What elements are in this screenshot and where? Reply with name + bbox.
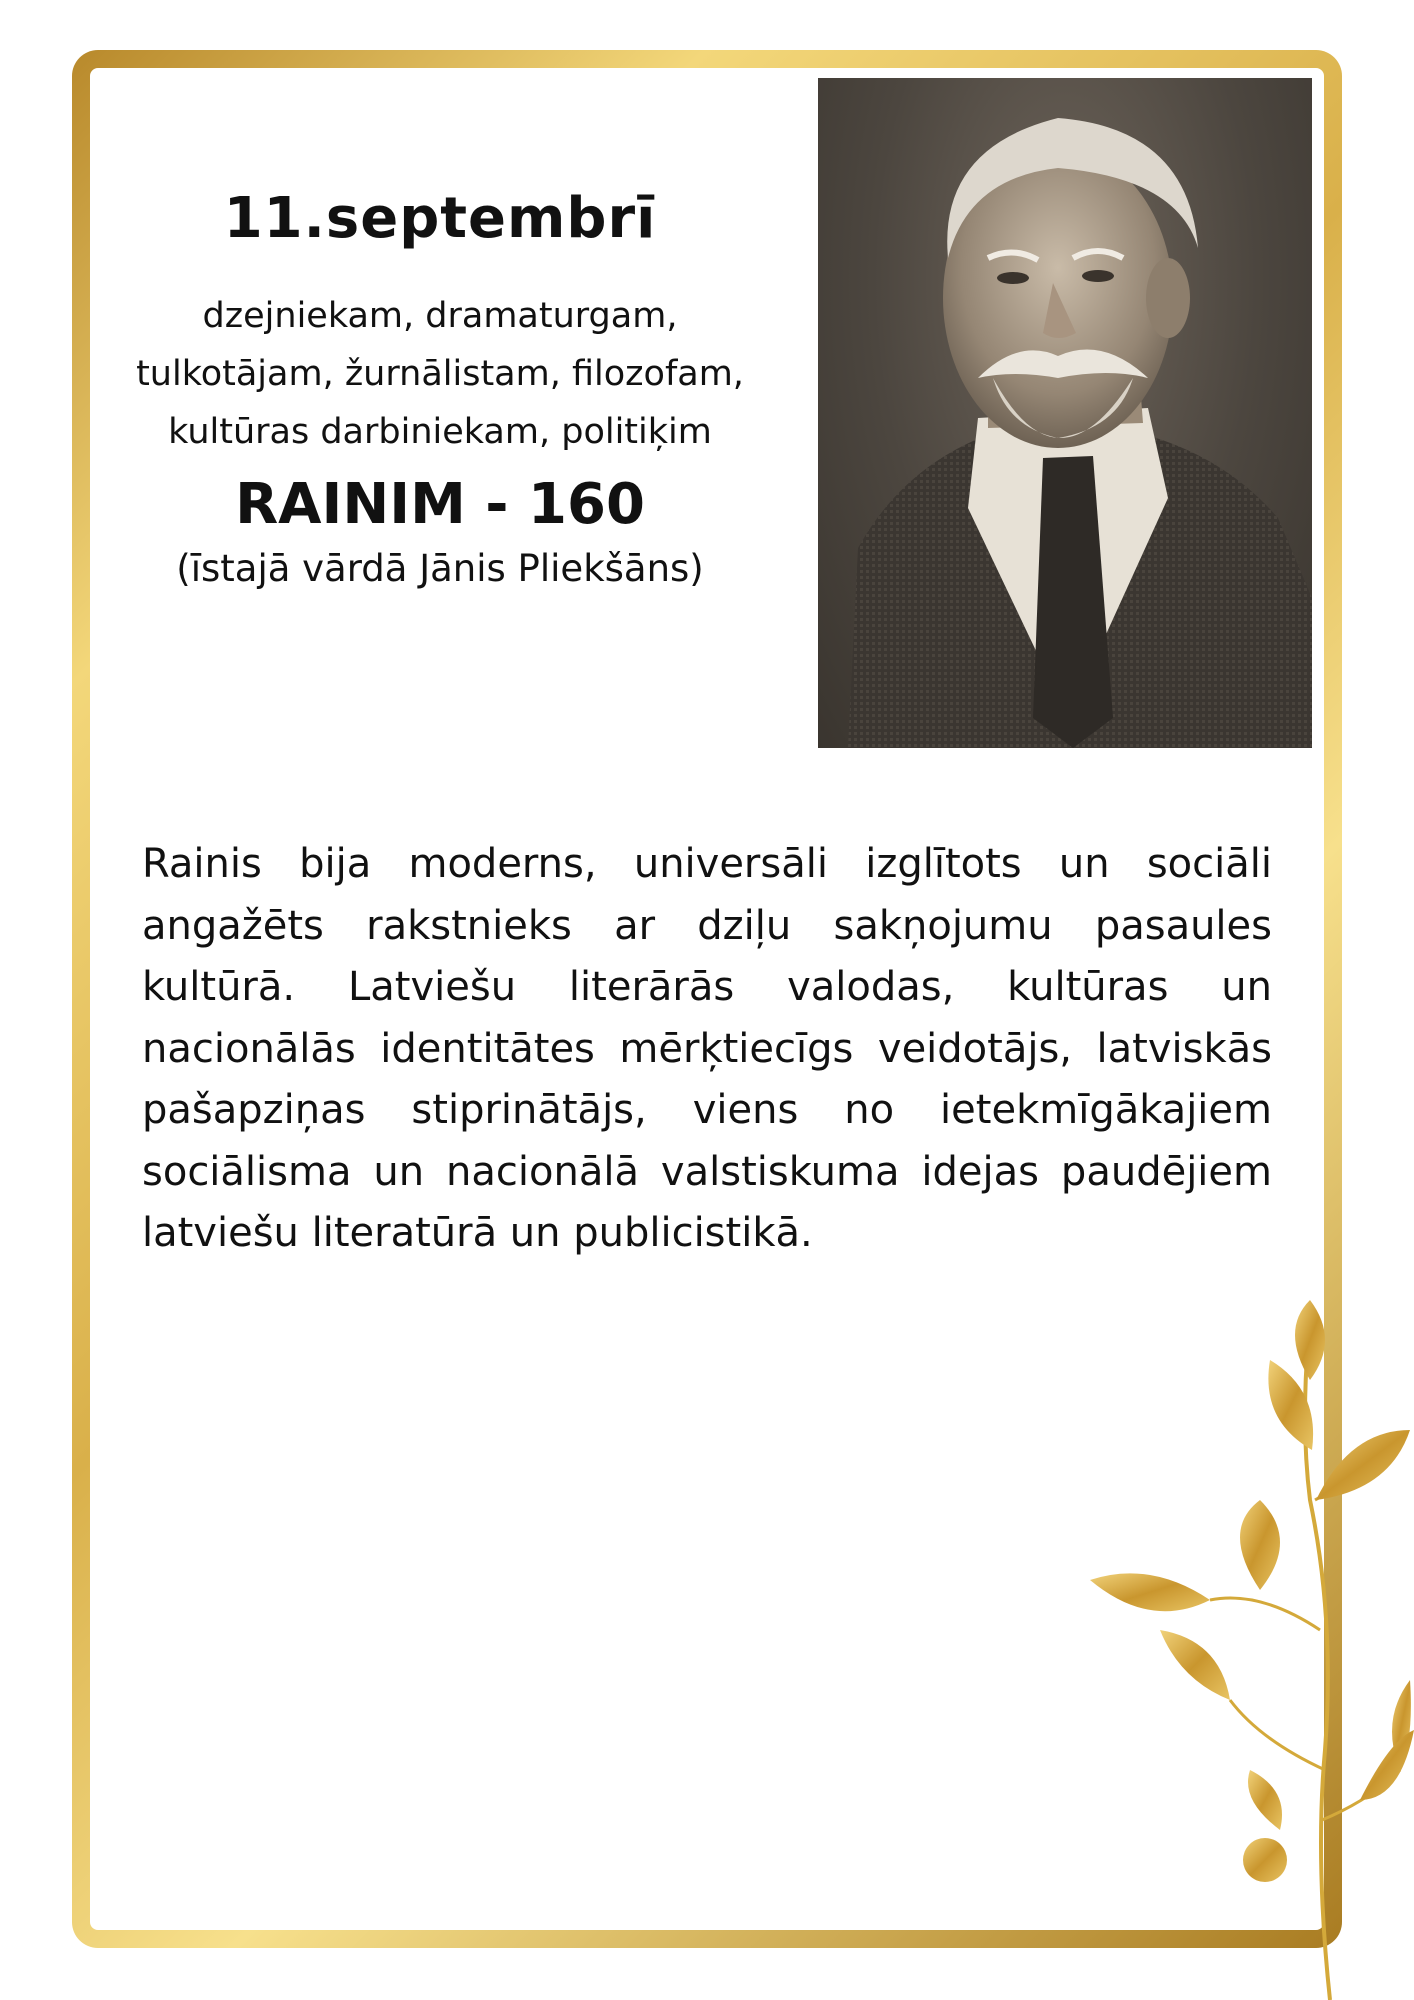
professions [90, 287, 790, 461]
profession-line: tulkotājam, žurnālistam, filozofam, [136, 354, 744, 394]
name-heading: RAINIM - 160 [235, 472, 645, 537]
biography-paragraph: Rainis bija moderns, universāli izglītots un sociāli angažēts rakstnieks ar dziļu sakņojumu pasaules kultūrā. Latviešu literārās valodas, kultūras un nacionālās identitātes mērķtiecīgs veidotājs, latviskās pašapziņas stiprinātājs, viens no ietekmīgākajiem sociālisma un nacionālā valstiskuma idejas paudējiem latviešu literatūrā un publicistikā. [142, 841, 1272, 1256]
profession-line: kultūras darbiniekam, politiķim [168, 412, 712, 452]
header [90, 186, 790, 597]
gold-leaf-decoration [1060, 1300, 1414, 2000]
portrait-illustration [818, 78, 1312, 748]
profession-line: dzejniekam, dramaturgam, [202, 296, 678, 336]
real-name: (īstajā vārdā Jānis Pliekšāns) [176, 547, 704, 590]
date-heading: 11.septembrī [223, 186, 657, 251]
portrait-photo [818, 78, 1312, 748]
